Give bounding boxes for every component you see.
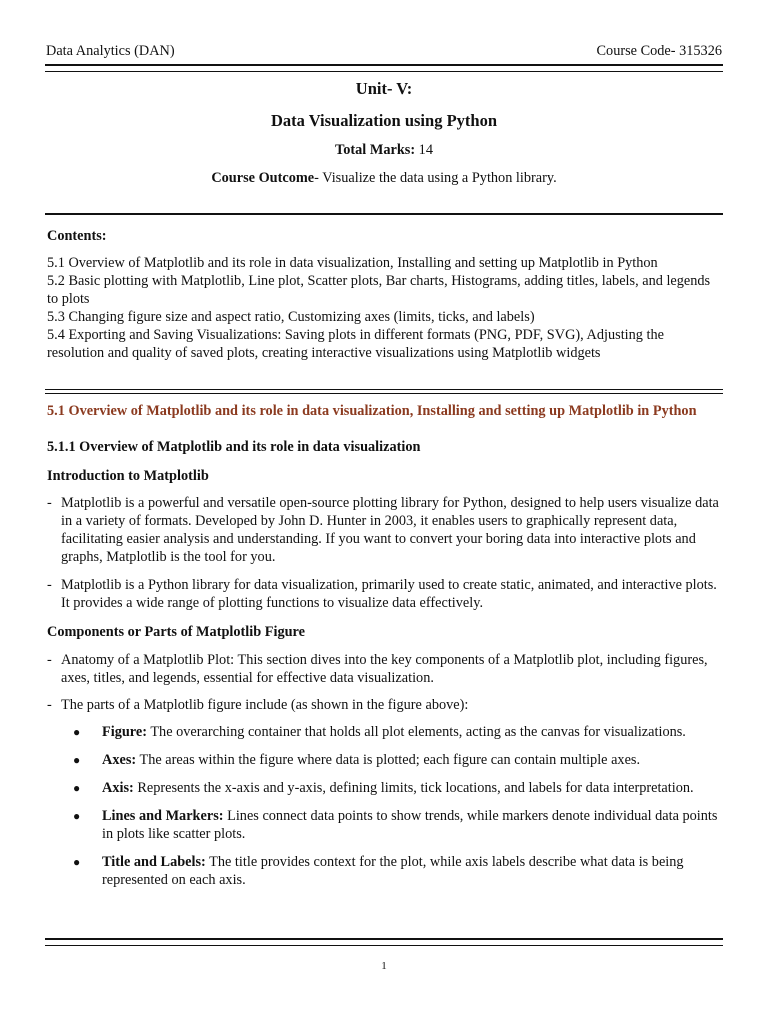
intro-heading: Introduction to Matplotlib	[47, 468, 209, 484]
bullet-icon: ●	[73, 753, 81, 767]
course-outcome	[0, 169, 768, 187]
course-outcome-text: - Visualize the data using a Python library.	[314, 170, 557, 186]
paragraph-anatomy	[47, 651, 722, 687]
bullet-term: Axes:	[102, 752, 137, 768]
paragraph-text: Anatomy of a Matplotlib Plot: This section dives into the key components of a Matplotlib plot, including figures, axes, titles, and legends, essential for effective data visualization.	[61, 652, 708, 686]
contents-item: 5.2 Basic plotting with Matplotlib, Line plot, Scatter plots, Bar charts, Histograms, adding titles, labels, and legends to plots	[47, 273, 711, 307]
list-item	[47, 723, 722, 741]
header-course-name: Data Analytics (DAN)	[46, 43, 175, 59]
section-heading: 5.1 Overview of Matplotlib and its role in data visualization, Installing and setting up Matplotlib in Python	[47, 403, 697, 419]
contents-top-rule	[45, 213, 723, 215]
contents-item: 5.1 Overview of Matplotlib and its role in data visualization, Installing and setting up Matplotlib in Python	[47, 255, 658, 271]
total-marks-label: Total Marks:	[335, 142, 416, 158]
footer-rule	[45, 938, 723, 946]
contents-list	[47, 254, 722, 362]
paragraph-intro-1	[47, 494, 722, 566]
paragraph-parts	[47, 696, 722, 714]
header-course-code: Course Code- 315326	[596, 43, 722, 59]
parts-bullet-list	[47, 723, 722, 899]
bullet-term: Lines and Markers:	[102, 808, 224, 824]
bullet-text: Lines connect data points to show trends, while markers denote individual data points in plots like scatter plots.	[102, 808, 718, 842]
dash-marker: -	[47, 577, 52, 593]
header-rule	[45, 64, 723, 72]
total-marks	[0, 141, 768, 159]
bullet-icon: ●	[73, 725, 81, 739]
paragraph-text: The parts of a Matplotlib figure include (as shown in the figure above):	[61, 697, 469, 713]
bullet-text: The areas within the figure where data is plotted; each figure can contain multiple axes.	[136, 752, 641, 768]
paragraph-text: Matplotlib is a powerful and versatile open-source plotting library for Python, designed to help users visualize data in a variety of formats. Developed by John D. Hunter in 2003, it enables users to graphically represent data, facilitating easier analysis and understanding. If you want to convert your boring data into interactive plots and graphs, Matplotlib is the tool for you.	[61, 495, 719, 565]
bullet-text: The overarching container that holds all plot elements, acting as the canvas for visualizations.	[147, 724, 686, 740]
bullet-term: Axis:	[102, 780, 134, 796]
list-item	[47, 853, 722, 889]
page-title: Data Visualization using Python	[270, 111, 497, 130]
course-outcome-label: Course Outcome	[211, 170, 315, 186]
list-item	[47, 807, 722, 843]
contents-item: 5.3 Changing figure size and aspect ratio, Customizing axes (limits, ticks, and labels)	[47, 309, 535, 325]
dash-marker: -	[47, 495, 52, 511]
bullet-text: The title provides context for the plot, while axis labels describe what data is being represented on each axis.	[102, 854, 684, 888]
subsection-heading: 5.1.1 Overview of Matplotlib and its role in data visualization	[47, 439, 421, 455]
list-item	[47, 779, 722, 797]
list-item	[47, 751, 722, 769]
bullet-icon: ●	[73, 855, 81, 869]
paragraph-text: Matplotlib is a Python library for data visualization, primarily used to create static, animated, and interactive plots. It provides a wide range of plotting functions to visualize data effectively.	[61, 577, 717, 611]
dash-marker: -	[47, 652, 52, 668]
page-header	[46, 42, 722, 62]
contents-item: 5.4 Exporting and Saving Visualizations: Saving plots in different formats (PNG, PDF, SVG), Adjusting the resolution and quality of saved plots, creating interactive visualizations using Matplotlib widgets	[47, 327, 664, 361]
bullet-term: Figure:	[102, 724, 147, 740]
components-heading: Components or Parts of Matplotlib Figure	[47, 624, 305, 640]
bullet-term: Title and Labels:	[102, 854, 206, 870]
paragraph-intro-2	[47, 576, 722, 612]
section-rule	[45, 389, 723, 394]
page-number: 1	[381, 960, 387, 972]
unit-heading: Unit- V:	[355, 79, 413, 98]
bullet-icon: ●	[73, 781, 81, 795]
total-marks-value: 14	[415, 142, 433, 158]
bullet-text: Represents the x-axis and y-axis, defining limits, tick locations, and labels for data interpretation.	[133, 780, 694, 796]
bullet-icon: ●	[73, 809, 81, 823]
contents-heading: Contents:	[47, 228, 107, 244]
dash-marker: -	[47, 697, 52, 713]
